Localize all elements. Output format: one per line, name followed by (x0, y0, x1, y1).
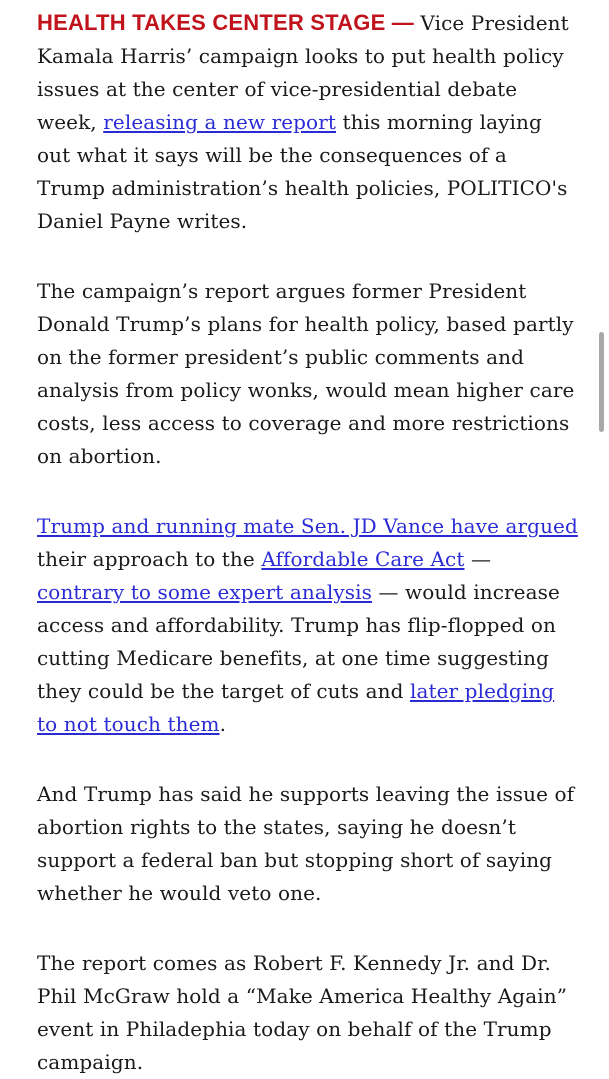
inline-link[interactable]: releasing a new report (103, 110, 337, 134)
paragraph (37, 275, 579, 473)
body-text: And Trump has said he supports leaving the issue of abortion rights to the states, saying he doesn’t support a federal ban but stopping short of saying whether he would veto one. (37, 782, 575, 905)
body-text: this morning laying out what it says will be the consequences of a Trump administration’s health policies, POLITICO's Daniel Payne writes. (37, 110, 568, 233)
paragraph (37, 510, 579, 741)
inline-link[interactable]: Trump and running mate Sen. JD Vance have argued (37, 514, 578, 538)
body-text: . (219, 712, 227, 736)
inline-link[interactable]: later pledging to not touch them (37, 679, 555, 736)
inline-link[interactable]: contrary to some expert analysis (37, 580, 373, 604)
paragraph (37, 778, 579, 910)
body-text: The campaign’s report argues former President Donald Trump’s plans for health policy, based partly on the former president’s public comments and analysis from policy wonks, would mean higher care costs, less access to coverage and more restrictions on abortion. (37, 279, 575, 468)
body-text: their approach to the (37, 547, 262, 571)
body-text: — (464, 547, 492, 571)
paragraph (37, 6, 579, 238)
body-text: — would increase access and affordability. Trump has flip-flopped on cutting Medicare benefits, at one time suggesting they could be the target of cuts and (37, 580, 560, 703)
body-text: The report comes as Robert F. Kennedy Jr. and Dr. Phil McGraw hold a “Make America Healthy Again” event in Philadephia today on behalf of the Trump campaign. (37, 951, 568, 1074)
paragraph (37, 947, 579, 1079)
section-headline: HEALTH TAKES CENTER STAGE — (37, 10, 414, 35)
inline-link[interactable]: Affordable Care Act (261, 547, 465, 571)
body-text: Vice President Kamala Harris’ campaign looks to put health policy issues at the center of vice-presidential debate week, (37, 11, 569, 134)
scrollbar-thumb[interactable] (599, 332, 604, 432)
